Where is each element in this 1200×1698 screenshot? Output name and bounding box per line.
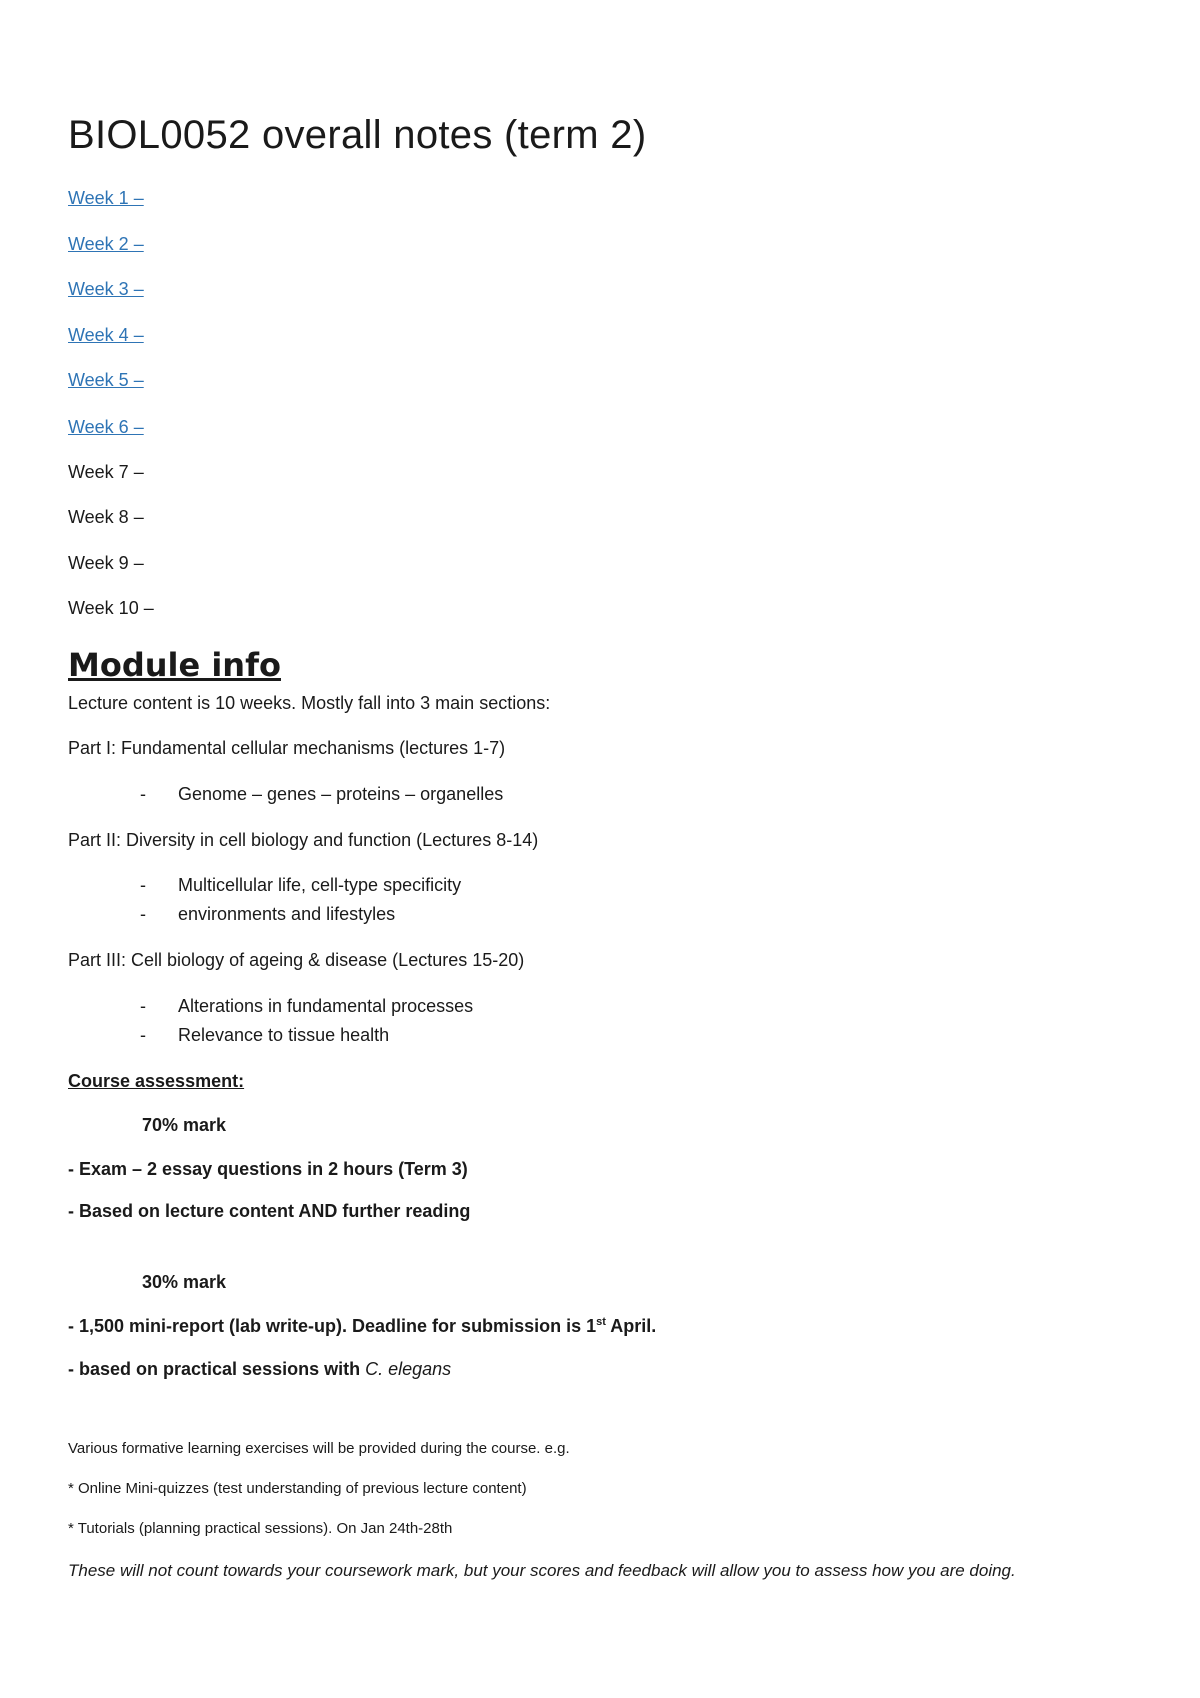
part-2-title: Part II: Diversity in cell biology and function (Lectures 8-14) <box>68 830 539 850</box>
coursework-line-1: - 1,500 mini-report (lab write-up). Deadline for submission is 1st April. <box>68 1316 657 1336</box>
part-3-title: Part III: Cell biology of ageing & disease (Lectures 15-20) <box>68 950 525 970</box>
exam-line-1: - Exam – 2 essay questions in 2 hours (Term 3) <box>68 1159 468 1179</box>
formative-item-2: * Tutorials (planning practical sessions). On Jan 24th-28th <box>68 1520 453 1537</box>
exam-mark: 70% mark <box>142 1115 227 1135</box>
bullet-marker: - <box>140 784 146 804</box>
assessment-heading: Course assessment: <box>68 1071 245 1091</box>
bullet-marker: - <box>140 996 146 1016</box>
toc-week-6-link[interactable]: Week 6 – <box>68 417 144 437</box>
part-3-bullet: Alterations in fundamental processes <box>178 996 474 1016</box>
part-3-bullet: Relevance to tissue health <box>178 1025 390 1045</box>
toc-week-9: Week 9 – <box>68 553 144 573</box>
toc-week-2-link[interactable]: Week 2 – <box>68 234 144 254</box>
module-intro: Lecture content is 10 weeks. Mostly fall into 3 main sections: <box>68 693 551 713</box>
toc-week-7: Week 7 – <box>68 462 144 482</box>
formative-note: These will not count towards your coursework mark, but your scores and feedback will allow you to assess how you are doing. <box>68 1561 1016 1580</box>
bullet-marker: - <box>140 904 146 924</box>
toc-week-5-link[interactable]: Week 5 – <box>68 370 144 390</box>
part-1-bullet: Genome – genes – proteins – organelles <box>178 784 504 804</box>
toc-week-4-link[interactable]: Week 4 – <box>68 325 144 345</box>
part-1-title: Part I: Fundamental cellular mechanisms (lectures 1-7) <box>68 738 506 758</box>
part-2-bullet: Multicellular life, cell-type specificity <box>178 875 462 895</box>
coursework-line-2: - based on practical sessions with C. elegans <box>68 1359 452 1379</box>
toc-week-3-link[interactable]: Week 3 – <box>68 279 144 299</box>
module-info-heading: Module info <box>68 646 281 684</box>
toc-week-1-link[interactable]: Week 1 – <box>68 188 144 208</box>
document-title: BIOL0052 overall notes (term 2) <box>68 113 647 157</box>
coursework-mark: 30% mark <box>142 1272 227 1292</box>
toc-week-10: Week 10 – <box>68 598 154 618</box>
bullet-marker: - <box>140 875 146 895</box>
bullet-marker: - <box>140 1025 146 1045</box>
formative-item-1: * Online Mini-quizzes (test understanding of previous lecture content) <box>68 1480 527 1497</box>
formative-intro: Various formative learning exercises will be provided during the course. e.g. <box>68 1440 570 1457</box>
toc-week-8: Week 8 – <box>68 507 144 527</box>
part-2-bullet: environments and lifestyles <box>178 904 396 924</box>
exam-line-2: - Based on lecture content AND further reading <box>68 1201 471 1221</box>
